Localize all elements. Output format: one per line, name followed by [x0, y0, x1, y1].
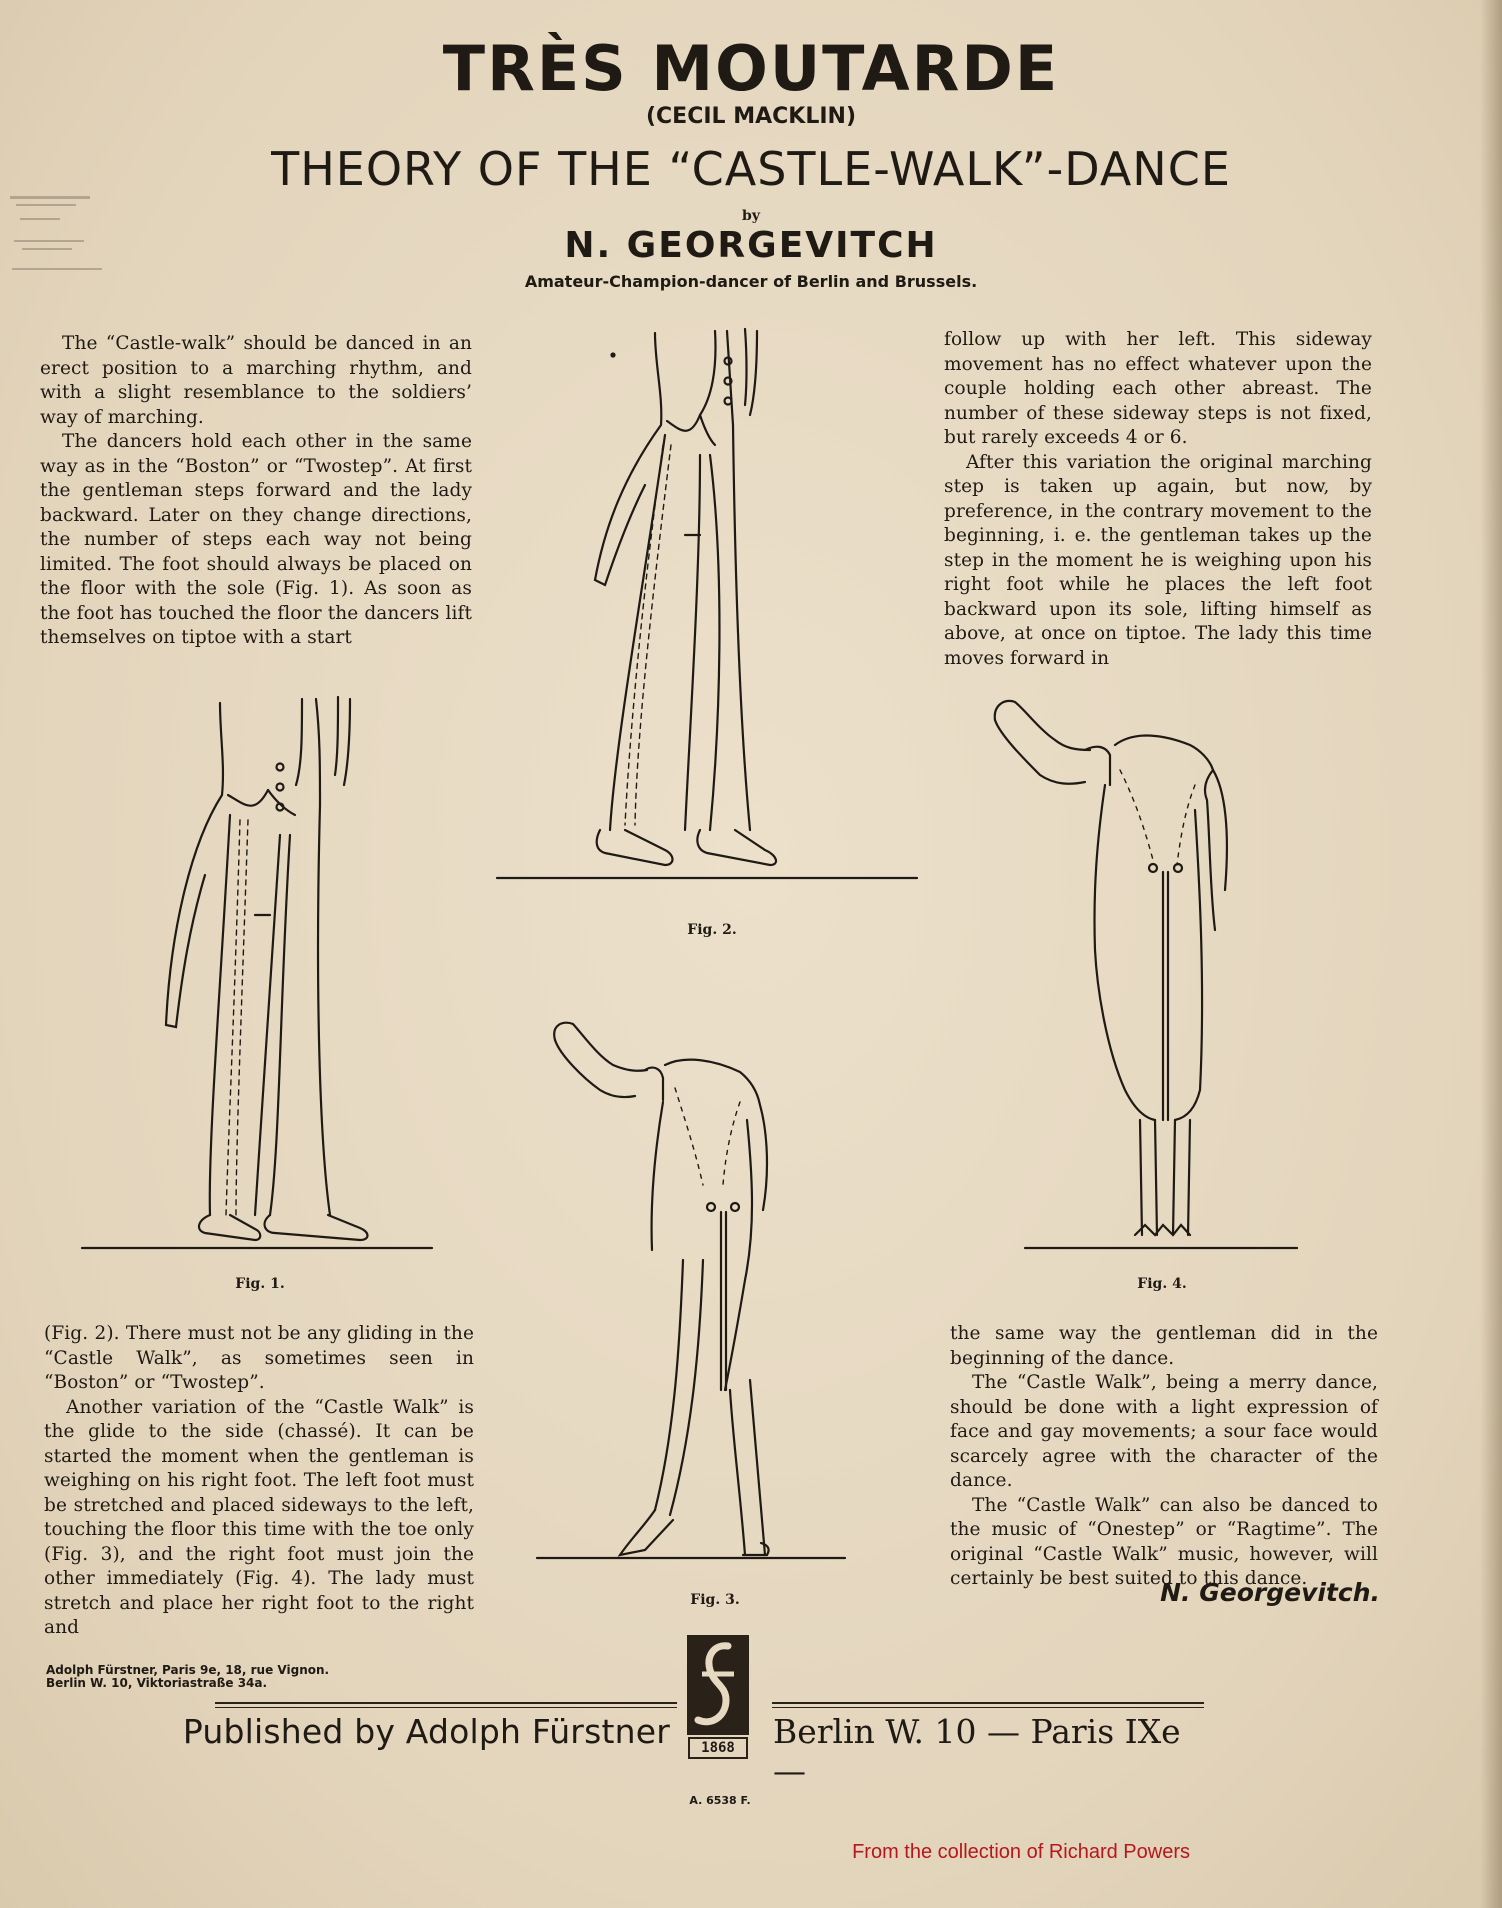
- footer-rule-right-top: [772, 1702, 1204, 1704]
- article-title: THEORY OF THE “CASTLE-WALK”-DANCE: [271, 142, 1231, 196]
- text-column-right-top: [944, 328, 1372, 671]
- paragraph: (Fig. 2). There must not be any gliding in the “Castle Walk”, as sometimes seen in “Boston” or “Twostep”.: [44, 1323, 474, 1393]
- paragraph: the same way the gentleman did in the beginning of the dance.: [950, 1323, 1378, 1369]
- paragraph: After this variation the original marching step is taken up again, but now, by preference, in the contrary movement to the beginning, i. e. the gentleman takes up the step in the moment he is weighing upon his right foot while he places the left foot backward upon its sole, lifting himself as above, at once on tiptoe. The lady this time moves forward in: [944, 451, 1372, 669]
- footer-rule-right-bottom: [772, 1707, 1204, 1708]
- collection-credit: From the collection of Richard Powers: [852, 1841, 1190, 1863]
- signature: N. Georgevitch.: [1160, 1578, 1380, 1607]
- publisher-line: Published by Adolph Fürstner: [182, 1712, 670, 1751]
- publisher-cities: Berlin W. 10 — Paris IXe —: [773, 1712, 1181, 1790]
- figure-3-illustration: [535, 1010, 855, 1565]
- figure-2-illustration: [495, 325, 920, 885]
- paragraph: The dancers hold each other in the same way as in the “Boston” or “Twostep”. At first the gentleman steps forward and the lady backward. Later on they change directions, the number of steps each way not being limited. The foot should always be placed on the floor with the sole (Fig. 1). As soon as the foot has touched the floor the dancers lift themselves on tiptoe with a start: [40, 431, 472, 648]
- imprint-line-paris: Adolph Fürstner, Paris 9e, 18, rue Vignon.: [46, 1663, 330, 1677]
- logo-year: 1868: [701, 1740, 735, 1756]
- plate-number: A. 6538 F.: [689, 1794, 751, 1807]
- publisher-imprint: [46, 1664, 329, 1690]
- imprint-line-berlin: Berlin W. 10, Viktoriastraße 34a.: [46, 1676, 268, 1690]
- figure-1-caption: Fig. 1.: [235, 1276, 285, 1292]
- paragraph: Another variation of the “Castle Walk” is the glide to the side (chassé). It can be started the moment when the gentleman is weighing on his right foot. The left foot must be stretched and placed sideways to the left, touching the floor this time with the toe only (Fig. 3), and the right foot must join the other immediately (Fig. 4). The lady must stretch and place her right foot to the right and: [44, 1396, 474, 1638]
- figure-4-caption: Fig. 4.: [1137, 1276, 1187, 1292]
- figure-1-illustration: [80, 695, 435, 1255]
- composer-subtitle: (CECIL MACKLIN): [645, 104, 857, 129]
- figure-2-caption: Fig. 2.: [687, 922, 737, 938]
- text-column-right-bottom: [950, 1322, 1378, 1592]
- author-name: N. GEORGEVITCH: [564, 225, 938, 266]
- footer-rule-left-top: [215, 1702, 677, 1704]
- paragraph: The “Castle Walk” can also be danced to the music of “Onestep” or “Ragtime”. The original “Castle Walk” music, however, will certainly be best suited to this dance.: [950, 1494, 1378, 1589]
- author-credentials: Amateur-Champion-dancer of Berlin and Brussels.: [524, 272, 978, 291]
- figure-4-illustration: [985, 690, 1325, 1260]
- paragraph: The “Castle Walk”, being a merry dance, should be done with a light expression of face and gay movements; a sour face would scarcely agree with the character of the dance.: [950, 1372, 1378, 1491]
- paragraph: The “Castle-walk” should be danced in an erect position to a marching rhythm, and with a slight resemblance to the soldiers’ way of marching.: [40, 333, 472, 428]
- footer-rule-left-bottom: [215, 1707, 677, 1708]
- text-column-left-top: [40, 332, 472, 651]
- text-column-left-bottom: [44, 1322, 474, 1641]
- page-title: TRÈS MOUTARDE: [442, 32, 1060, 105]
- byline-by: by: [742, 208, 760, 224]
- figure-3-caption: Fig. 3.: [690, 1592, 740, 1608]
- paragraph: follow up with her left. This sideway movement has no effect whatever upon the couple holding each other abreast. The number of these sideway steps is not fixed, but rarely exceeds 4 or 6.: [944, 329, 1372, 448]
